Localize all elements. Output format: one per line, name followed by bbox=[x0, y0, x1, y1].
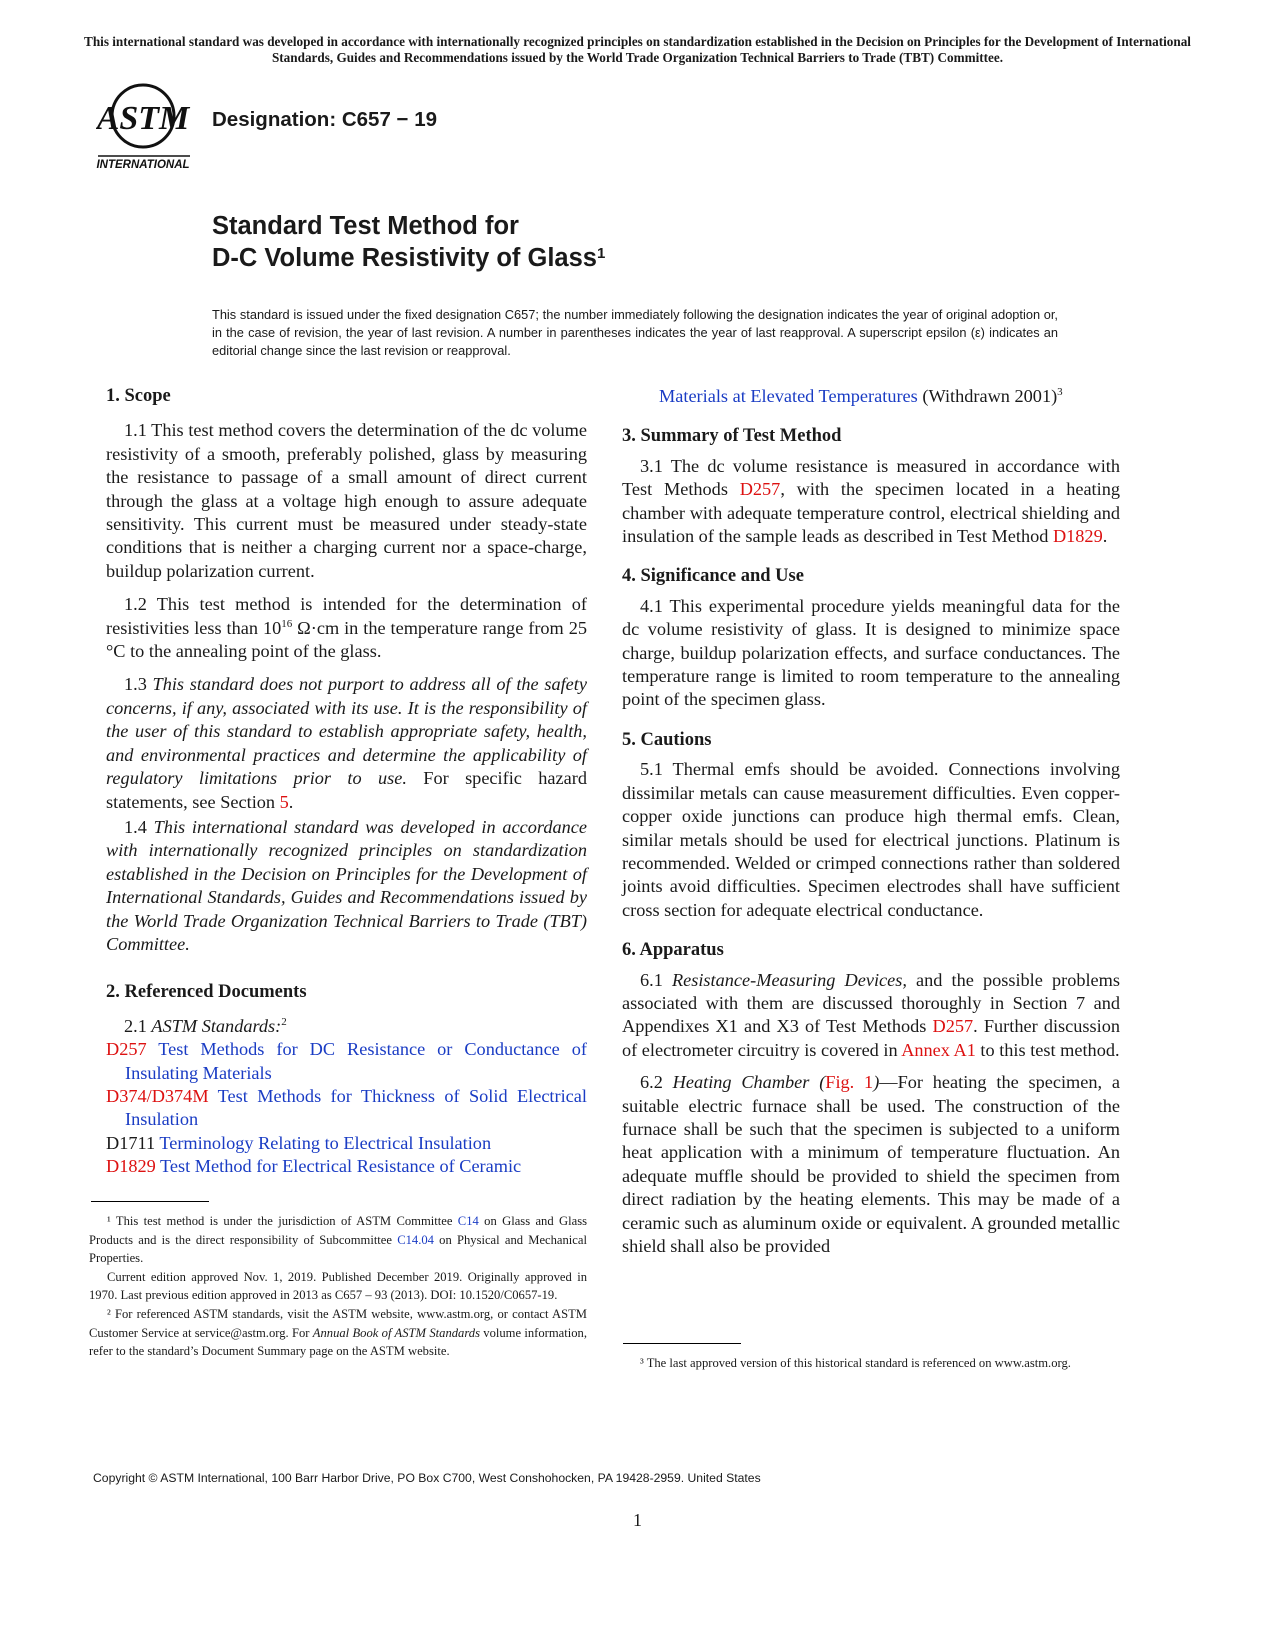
footnote-3: ³ The last approved version of this historical standard is referenced on www.astm.org. bbox=[640, 1356, 1071, 1370]
astm-logo bbox=[96, 82, 196, 174]
reference-title-link[interactable]: Test Method for Electrical Resistance of Ceramic bbox=[155, 1156, 522, 1177]
footnote-2 bbox=[89, 1305, 587, 1361]
annex-a1-link[interactable]: Annex A1 bbox=[901, 1039, 976, 1060]
reference-title-link[interactable]: Test Methods for Thickness of Solid Electrical Insulation bbox=[125, 1085, 587, 1130]
section-4-heading: 4. Significance and Use bbox=[622, 566, 804, 587]
ref-d1829-continuation bbox=[622, 385, 1120, 408]
heating-chamber-label: Heating Chamber ( bbox=[672, 1072, 826, 1093]
footnote-rule-left bbox=[91, 1201, 209, 1202]
title-footnote-mark: 1 bbox=[596, 245, 606, 262]
fn1-text-2: on Glass and Glass Products and is the direct responsibility of Subcommittee bbox=[89, 1214, 588, 1247]
para-6-2-text: —For heating the specimen, a suitable electric furnace shall be used. The construction of the furnace shall be such that the specimen is subjected to a uniform heat application with a minimum of temperature fluctuation. An adequate muffle should be provided to shield the specimen from direct radiation by the heating elements. This may be made of a ceramic such as aluminum oxide or equivalent. A grounded metallic shield shall also be provided bbox=[622, 1072, 1121, 1256]
subcommittee-c1404-link[interactable]: C14.04 bbox=[397, 1232, 434, 1247]
para-6-1 bbox=[622, 969, 1120, 1063]
reference-item bbox=[106, 1085, 587, 1132]
left-column bbox=[106, 385, 587, 1179]
title-main: D-C Volume Resistivity of Glass bbox=[212, 244, 597, 272]
committee-c14-link[interactable]: C14 bbox=[457, 1214, 479, 1228]
section-6-heading: 6. Apparatus bbox=[622, 940, 724, 961]
para-4-1: 4.1 This experimental procedure yields meaningful data for the dc volume resistivity of glass. It is designed to minimize space charge, buildup polarization effects, and surface conductances. The temperature range is limited to room temperature to the annealing point of the specimen glass. bbox=[622, 595, 1120, 710]
safety-statement: This standard does not purport to address all of the safety concerns, if any, associated with its use. It is the responsibility of the user of this standard to establish appropriate safety, health, and environmental practices and determine the applicability of regulatory limitations prior to use. bbox=[106, 674, 587, 789]
section-5-link[interactable]: 5 bbox=[279, 791, 289, 812]
footnote-3-mark: 3 bbox=[1057, 386, 1063, 398]
right-column bbox=[622, 385, 1120, 1258]
para-1-3-tail: For specific hazard statements, see Section bbox=[106, 768, 587, 812]
para-1-3-end: . bbox=[288, 791, 294, 812]
document-title bbox=[212, 210, 605, 274]
para-1-3-num: 1.3 bbox=[124, 674, 153, 695]
footnotes-left bbox=[89, 1212, 587, 1361]
d257-link-2[interactable]: D257 bbox=[932, 1016, 974, 1037]
footnote-2-mark: 2 bbox=[281, 1015, 287, 1028]
para-2-1-num: 2.1 bbox=[124, 1015, 152, 1036]
fn1-text: ¹ This test method is under the jurisdiction of ASTM Committee bbox=[107, 1214, 458, 1228]
fn2-italic: Annual Book of ASTM Standards bbox=[312, 1325, 480, 1340]
para-1-3 bbox=[106, 673, 587, 813]
para-6-2-num: 6.2 bbox=[640, 1072, 673, 1093]
reference-code[interactable]: D1711 bbox=[106, 1132, 156, 1153]
section-2-heading: 2. Referenced Documents bbox=[106, 982, 307, 1003]
fig-1-link[interactable]: Fig. 1 bbox=[825, 1072, 874, 1093]
reference-item bbox=[106, 1038, 587, 1085]
issued-note: This standard is issued under the fixed designation C657; the number immediately following the designation indicates the year of original adoption or, in the case of revision, the year of last revision. A number in parentheses indicates the year of last reapproval. A superscript epsilon (ε) indicates an editorial change since the last revision or reapproval. bbox=[212, 307, 1058, 358]
para-5-1: 5.1 Thermal emfs should be avoided. Connections involving dissimilar metals can cause measurement difficulties. Even copper-copper oxide junctions can produce high thermal emfs. Clean, similar metals should be used for electrical junctions. Platinum is recommended. Welded or crimped connections rather than soldered joints avoid difficulties. Specimen electrodes shall have sufficient cross section for adequate electrical conductance. bbox=[622, 759, 1120, 920]
para-2-1 bbox=[106, 1015, 587, 1038]
d1829-link[interactable]: D1829 bbox=[1052, 526, 1103, 547]
exponent: 16 bbox=[281, 617, 293, 630]
para-6-1-text-2: . Further discussion of electrometer circuitry is covered in bbox=[622, 1016, 1120, 1060]
fn2-text-2: volume information, refer to the standard’s Document Summary page on the ASTM website. bbox=[89, 1325, 587, 1359]
wto-statement: This international standard was developed in accordance with internationally recognized principles on standardization established in the Decision on Principles for the Development of International Standards, Guides and Recommendations issued by the World Trade Organization Technical Barriers to Trade (TBT) Committee. bbox=[106, 816, 587, 954]
para-6-1-end: to this test method. bbox=[975, 1039, 1120, 1060]
reference-item bbox=[106, 1132, 587, 1155]
footnotes-right bbox=[622, 1354, 1120, 1373]
svg-text:INTERNATIONAL: INTERNATIONAL bbox=[96, 159, 190, 171]
reference-item bbox=[106, 1155, 587, 1178]
reference-title-link[interactable]: Test Methods for DC Resistance or Conductance of Insulating Materials bbox=[125, 1039, 587, 1083]
para-1-2-text: 1.2 This test method is intended for the determination of resistivities less than 10 bbox=[106, 594, 587, 638]
astm-logo-graphic bbox=[96, 82, 196, 174]
title-line-1: Standard Test Method for bbox=[212, 212, 519, 240]
fn2-text: ² For referenced ASTM standards, visit the ASTM website, www.astm.org, or contact ASTM Customer Service at service@astm.org. For bbox=[89, 1306, 587, 1340]
section-3-heading: 3. Summary of Test Method bbox=[622, 426, 842, 447]
resistance-measuring-devices: Resistance-Measuring Devices, bbox=[671, 969, 907, 990]
para-3-1-end: . bbox=[1102, 526, 1108, 547]
copyright-line: Copyright © ASTM International, 100 Barr Harbor Drive, PO Box C700, West Conshohocken, PA 19428-2959. United States bbox=[93, 1471, 761, 1485]
svg-text:ASTM: ASTM bbox=[96, 100, 190, 137]
reference-code[interactable]: D1829 bbox=[106, 1156, 156, 1177]
fn1-text-3: on Physical and Mechanical Properties. bbox=[89, 1232, 587, 1266]
section-5-heading: 5. Cautions bbox=[622, 729, 712, 750]
para-1-4 bbox=[106, 816, 587, 956]
para-6-1-num: 6.1 bbox=[640, 969, 672, 990]
para-1-2-text-end: Ω·cm in the temperature range from 25 °C to the annealing point of the glass. bbox=[106, 617, 587, 662]
d257-link[interactable]: D257 bbox=[739, 479, 781, 500]
astm-standards-label: ASTM Standards: bbox=[151, 1015, 282, 1036]
heating-chamber-close: ) bbox=[873, 1072, 880, 1093]
title-line-2 bbox=[212, 242, 605, 274]
designation: Designation: C657 − 19 bbox=[212, 108, 438, 131]
para-3-1-text: 3.1 The dc volume resistance is measured in accordance with Test Methods bbox=[622, 455, 1120, 500]
para-6-1-text: and the possible problems associated with them are discussed thoroughly in Section 7 and Appendixes X1 and X3 of Test Methods bbox=[622, 969, 1120, 1037]
para-3-1 bbox=[622, 455, 1120, 549]
footnote-rule-right bbox=[623, 1343, 741, 1344]
reference-code[interactable]: D374/D374M bbox=[106, 1085, 209, 1106]
withdrawn-note: (Withdrawn 2001) bbox=[917, 386, 1058, 406]
referenced-documents-list bbox=[106, 1038, 587, 1178]
section-1-heading: 1. Scope bbox=[106, 386, 171, 406]
reference-title-link[interactable]: Terminology Relating to Electrical Insulation bbox=[155, 1132, 492, 1153]
footnote-1-edition: Current edition approved Nov. 1, 2019. Published December 2019. Originally approved in 1970. Last previous edition approved in 2013 as C657 – 93 (2013). DOI: 10.1520/C0657-19. bbox=[89, 1269, 587, 1303]
wto-notice: This international standard was developed in accordance with internationally recognized principles on standardization established in the Decision on Principles for the Development of International Standards, Guides and Recommendations issued by the World Trade Organization Technical Barriers to Trade (TBT) Committee. bbox=[84, 34, 1191, 65]
para-6-2 bbox=[622, 1071, 1120, 1258]
footnote-1 bbox=[89, 1212, 587, 1268]
para-3-1-text-2: , with the specimen located in a heating chamber with adequate temperature control, electrical shielding and insulation of the sample leads as described in Test Method bbox=[622, 479, 1120, 547]
reference-code[interactable]: D257 bbox=[106, 1039, 147, 1060]
para-1-4-num: 1.4 bbox=[124, 816, 154, 837]
para-1-1: 1.1 This test method covers the determination of the dc volume resistivity of a smooth, preferably polished, glass by measuring the resistance to passage of a small amount of direct current through the glass at a voltage high enough to assure adequate sensitivity. This current must be measured under steady-state conditions that is neither a charging current nor a space-charge, buildup polarization current. bbox=[106, 420, 587, 581]
ref-d1829-title-cont[interactable]: Materials at Elevated Temperatures bbox=[659, 386, 918, 406]
para-1-2 bbox=[106, 593, 587, 663]
page-number: 1 bbox=[633, 1510, 642, 1530]
